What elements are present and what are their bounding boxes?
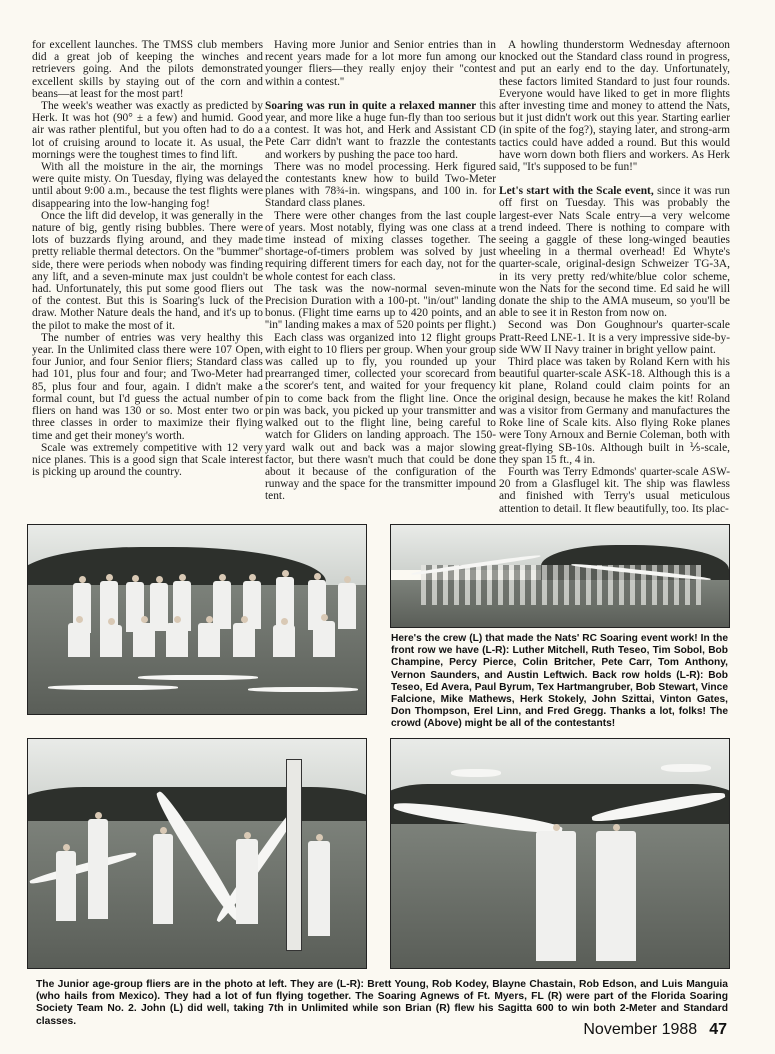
article-paragraph	[265, 283, 496, 332]
article-column-1	[32, 39, 263, 478]
article-paragraph	[499, 39, 730, 173]
article-paragraph	[32, 161, 263, 210]
article-paragraph	[265, 332, 496, 503]
paragraph-text: for excellent launches. The TMSS club members did a great job of keeping the winches and retrievers going. And the pilots demonstrated excellent skills by staying out of the corn and beans—at least for the most part!	[32, 39, 263, 100]
article-paragraph	[499, 319, 730, 356]
photo-junior-fliers	[27, 738, 367, 969]
paragraph-text: Scale was extremely competitive with 12 very nice planes. This is a good sign that Scale interest is picking up around the country.	[32, 441, 263, 479]
article-paragraph	[32, 100, 263, 161]
article-paragraph	[499, 466, 730, 515]
photo-contestants-crowd	[390, 524, 730, 628]
photo-caption-bottom: The Junior age-group fliers are in the photo at left. They are (L-R): Brett Young, Rob Kodey, Blayne Chastain, Rob Edson, and Luis Manguia (who hails from Mexico). They had a lot of fun flying together. The Soaring Agnews of Ft. Myers, FL (R) were part of the Florida Soaring Society Team No. 2. John (L) did well, taking 7th in Unlimited while son Brian (R) flew his Sagitta 600 to win both 2-Meter and Standard classes.	[36, 979, 728, 1027]
article-paragraph	[265, 161, 496, 210]
paragraph-text: Fourth was Terry Edmonds' quarter-scale ASW-20 from a Glasflugel kit. The ship was flawless and finished with Terry's usual meticulous attention to detail. It flew beautifully, too. Its plac-	[499, 465, 730, 515]
paragraph-text: since it was run off first on Tuesday. This was probably the largest-ever Nats Scale entry—a very welcome trend indeed. There is nothing to compare with seeing a gaggle of these long-winged beauties wheeling in a thermal overhead! Ed Whyte's quarter-scale, original-design Schweizer TG-3A, in its very pretty red/white/blue color scheme, won the Nats for the second time. Ed said he will donate the ship to the AMA museum, so you'll be able to see it in Reston from now on.	[499, 185, 731, 320]
paragraph-text: Each class was organized into 12 flight groups with eight to 10 fliers per group. When your group was called up to fly, you rounded up your prearranged timer, collected your scorecard from the scorer's tent, and waited for your frequency pin to come back from the flight line. Once the pin was back, you picked up your transmitter and walked out to the flight line, being careful to watch for Gliders on landing approach. The 150-yard walk out and back was a major slowing factor, but there wasn't much that could be done about it because of the configuration of the runway and the space for the transmitter impound tent.	[265, 331, 496, 503]
article-paragraph	[32, 332, 263, 442]
photo-caption-crew: Here's the crew (L) that made the Nats' RC Soaring event work! In the front row we have (L-R): Luther Mitchell, Ruth Teseo, Tim Sobol, Bob Champine, Percy Pierce, Colin Britcher, Pete Carr, Tom Anthony, Vernon Saunders, and Austin Leftwich. Back row holds (L-R): Bob Teseo, Ed Avera, Paul Byrum, Tex Hartmangruber, Bob Stewart, Vince Falcione, Mike Mathews, Herk Stokely, John Szittai, Vinton Gates, Don Thompson, Erel Linn, and Fred Gregg. Thanks a lot, folks! The crowd (Above) might be all of the contestants!	[391, 633, 728, 730]
article-paragraph	[499, 185, 730, 319]
paragraph-text: Second was Don Goughnour's quarter-scale Pratt-Reed LNE-1. It is a very impressive side-by-side WW II Navy trainer in bright yellow paint.	[499, 319, 730, 356]
article-paragraph	[265, 100, 496, 161]
page-number: 47	[709, 1021, 727, 1038]
paragraph-text: A howling thunderstorm Wednesday afternoon knocked out the Standard class round in progress, and put an early end to the day. Unfortunately, these factors limited Standard to just four rounds. Everyone would have liked to get in more flights after investing time and money to attend the Nats, but it just didn't work out this year. Starting earlier (in spite of the fog?), staying later, and strong-arm tactics could have added a round. But this would have worn down both fliers and workers. As Herk said, ''It's supposed to be fun!''	[499, 39, 730, 174]
paragraph-text: With all the moisture in the air, the mornings were quite misty. On Tuesday, flying was delayed until about 9:00 a.m., because the test flights were disappearing into the low-hanging fog!	[32, 161, 263, 210]
article-paragraph	[265, 210, 496, 283]
paragraph-text: Having more Junior and Senior entries than in recent years made for a lot more fun among our younger fliers—they really enjoy their ''contest within a contest.''	[265, 39, 496, 88]
paragraph-text: There was no model processing. Herk figured the contestants knew how to build Two-Meter planes with 78¾-in. wingspans, and 100 in. for Standard class planes.	[265, 160, 496, 210]
paragraph-text: The week's weather was exactly as predicted by Herk. It was hot (90° ± a few) and humid. Good air was rather plentiful, but you often had to do a lot of cruising around to locate it. As usual, the mornings were the toughest times to find lift.	[32, 100, 263, 161]
article-paragraph	[32, 210, 263, 332]
photo-agnews	[390, 738, 730, 969]
paragraph-text: Once the lift did develop, it was generally in the nature of big, gently rising bubbles. There were lots of buzzards flying around, and they made pretty reliable thermal detectors. On the ''bummer'' side, there were periods when nobody was finding any lift, and a seven-minute max just couldn't be had. Unfortunately, this put some good fliers out of the contest. But this is Soaring's luck of the draw. Mother Nature deals the hand, and it's up to the pilot to make the most of it.	[32, 209, 263, 332]
paragraph-text: The task was the now-normal seven-minute Precision Duration with a 100-pt. ''in/out'' landing bonus. (Flight time earns up to 420 points, and an ''in'' landing makes a max of 520 points per flight.)	[265, 282, 496, 332]
paragraph-text: Third place was taken by Roland Kern with his beautiful quarter-scale ASK-18. Although this is a kit plane, Roland could claim points for an original design, because he makes the kit! Roland was a visitor from Germany and manufactures the Roke line of Scale kits. Also flying Roke planes were Tony Arnoux and Bernie Coleman, both with great-flying SB-10s. Although built in ⅕-scale, they span 15 ft., 4 in.	[499, 356, 730, 466]
paragraph-text: this year, and more like a huge fun-fly than too serious a contest. It was hot, and Herk and Assistant CD Pete Carr didn't want to frazzle the contestants and workers by pushing the pace too hard.	[265, 99, 496, 161]
article-paragraph	[499, 356, 730, 466]
paragraph-text: The number of entries was very healthy this year. In the Unlimited class there were 107 Open, four Junior, and four Senior fliers; Standard class had 101, plus four and four; and Two-Meter had 85, plus four and four, again. I didn't make a formal count, but I'd guess the actual number of fliers on hand was 130 or so. Most enter two or three classes in order to maximize their flying time and get their money's worth.	[32, 331, 263, 442]
issue-date: November 1988	[583, 1021, 698, 1038]
article-column-2	[265, 39, 496, 503]
page-footer	[583, 1021, 727, 1039]
photo-crew-group	[27, 524, 367, 715]
article-paragraph	[32, 39, 263, 100]
article-paragraph	[32, 442, 263, 479]
article-paragraph	[265, 39, 496, 88]
paragraph-text: There were other changes from the last couple of years. Most notably, flying was one class at a time instead of mixing classes together. The shortage-of-timers problem was solved by just requiring different timers for each day, not for the whole contest for each class.	[265, 209, 496, 283]
paragraph-lead-in: Let's start with the Scale event,	[499, 185, 654, 198]
paragraph-lead-in: Soaring was run in quite a relaxed manner	[265, 99, 477, 112]
article-column-3	[499, 39, 730, 515]
